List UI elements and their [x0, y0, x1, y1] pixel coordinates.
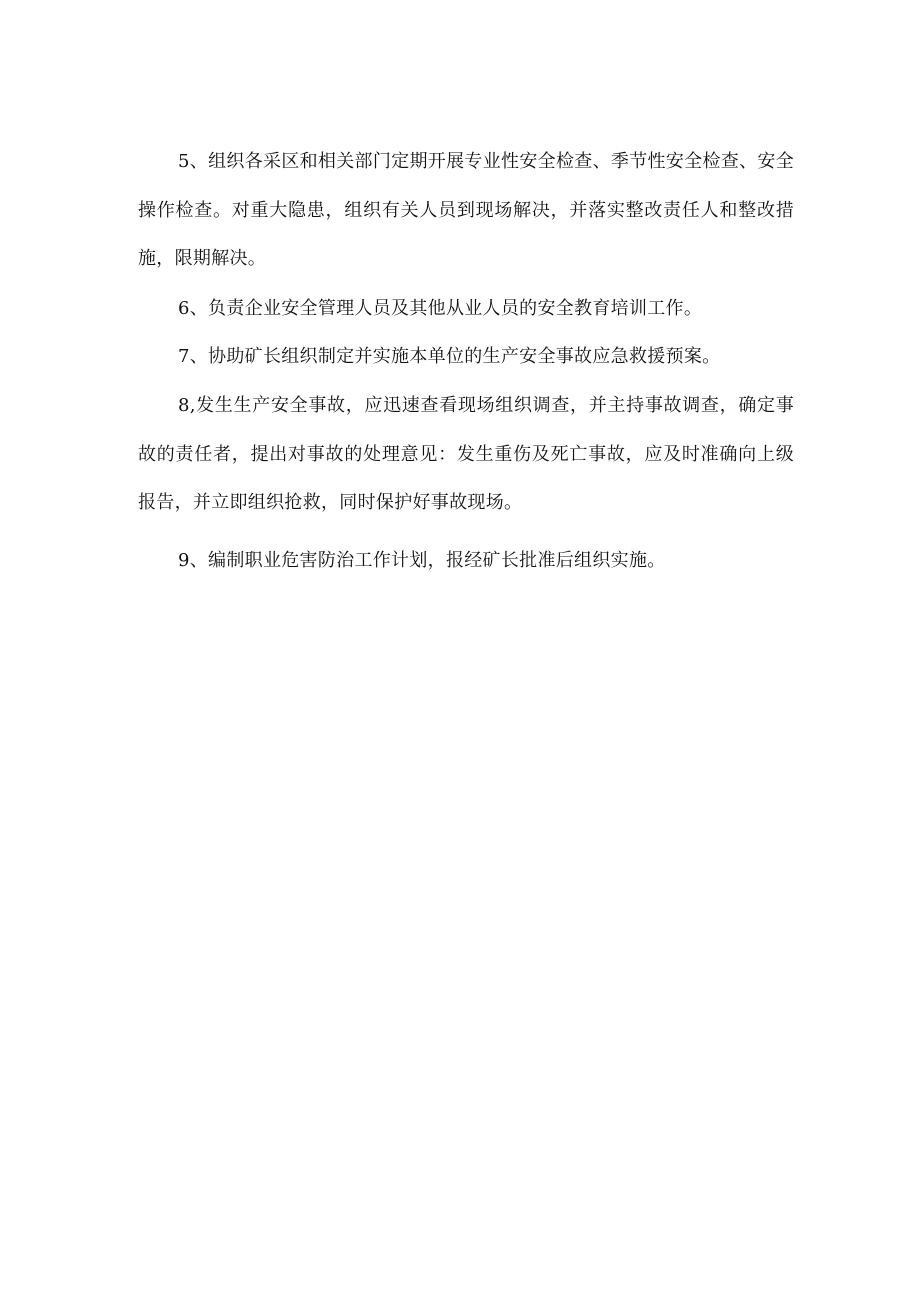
paragraph-item-8: 8,发生生产安全事故，应迅速查看现场组织调查，并主持事故调查，确定事故的责任者，提出对事故的处理意见：发生重伤及死亡事故，应及时准确向上级报告，并立即组织抢救，同时保护好事故现场。	[138, 395, 794, 513]
paragraph-item-9: 9、编制职业危害防治工作计划，报经矿长批准后组织实施。	[178, 550, 666, 571]
paragraph-item-6: 6、负责企业安全管理人员及其他从业人员的安全教育培训工作。	[178, 298, 703, 319]
paragraph-item-5: 5、组织各采区和相关部门定期开展专业性安全检查、季节性安全检查、安全操作检查。对重大隐患，组织有关人员到现场解决，并落实整改责任人和整改措施，限期解决。	[138, 151, 794, 269]
paragraph-item-7: 7、协助矿长组织制定并实施本单位的生产安全事故应急救援预案。	[178, 346, 721, 367]
